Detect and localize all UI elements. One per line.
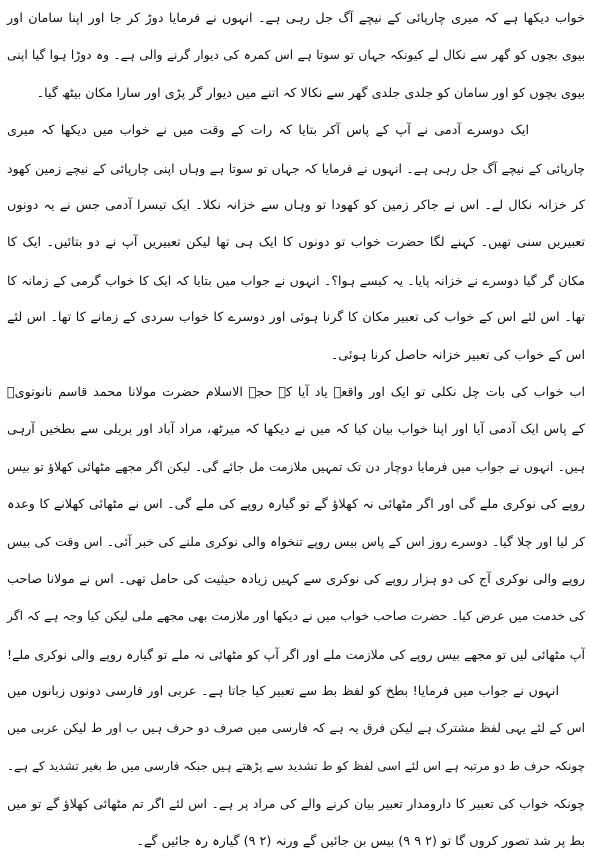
text-line-22-content: چونکہ خواب کی تعبیر کا دارومدار تعبیر بیان کرنے والے کی مراد پر ہے۔ اس لئے اگر تم مٹھائی کھلاؤ گے تو میں xyxy=(7,796,585,812)
text-line-7 xyxy=(6,224,585,261)
text-line-6 xyxy=(6,187,585,224)
text-line-18-content: آپ مٹھائی لیں تو مجھے بیس روپے کی ملازمت ملے اور اگر آپ کو مٹھائی نہ ملے تو گیارہ روپے والی نوکری ملے! xyxy=(7,646,585,662)
text-line-3-content: بیوی بچوں کو اور سامان کو جلدی جلدی گھر سے نکالا کہ اتنے میں دیوار گر پڑی اور سارا مکان بیٹھ گیا۔ xyxy=(36,85,585,101)
text-line-2-content: بیوی بچوں کو گھر سے نکال لے کیونکہ جہاں تو سوتا ہے اس کمرہ کی دیوار گرنے والی ہے۔ وہ دوڑا ہوا گیا اپنی xyxy=(7,48,585,63)
text-line-11 xyxy=(6,374,585,411)
text-line-5-content: چارپائی کے نیچے آگ جل رہی ہے۔ انہوں نے فرمایا کہ جہاں تو سوتا ہے وہاں اپنی چارپائی کے نیچے زمین کھود xyxy=(7,160,585,176)
text-line-16-content: روپے والی نوکری آج کی دو ہزار روپے کی نوکری سے کہیں زیادہ حیثیت کی حامل تھی۔ اس نے مولانا صاحب xyxy=(7,571,585,587)
text-line-13 xyxy=(6,449,585,486)
text-line-22 xyxy=(6,785,585,822)
text-line-21 xyxy=(6,748,585,785)
text-line-21-content: چونکہ حرف ط دو مرتبہ ہے اس لئے اسی لفظ کو ط تشدید سے پڑھتے ہیں جبکہ فارسی میں ط بغیر تشدید کے ہے۔ xyxy=(7,758,585,773)
paragraph-1 xyxy=(6,0,585,112)
text-line-10 xyxy=(6,337,585,374)
text-line-11-content: اب خواب کی بات چل نکلی تو ایک اور واقعہ یاد آیا کہ حجۃ الاسلام حضرت مولانا محمد قاسم نانوتویؒ xyxy=(7,384,585,400)
text-line-18 xyxy=(6,636,585,673)
text-line-23 xyxy=(6,823,585,860)
text-line-10-content: اس کے خواب کی تعبیر خزانہ حاصل کرنا ہوئی۔ xyxy=(330,347,585,363)
paragraph-2 xyxy=(6,112,585,374)
text-line-9 xyxy=(6,299,585,336)
text-line-2 xyxy=(6,37,585,74)
text-line-16 xyxy=(6,561,585,598)
text-line-20-content: اس کے لئے یہی لفظ مشترک ہے لیکن فرق یہ ہے کہ فارسی میں صرف دو حرف ہیں ب اور ط لیکن عربی میں xyxy=(7,721,585,736)
text-line-8-content: مکان گر گیا دوسرے نے خزانہ پایا۔ یہ کیسے ہوا؟۔ انہوں نے جواب میں بتایا کہ ایک کا خواب گرمی کے زمانہ کا xyxy=(7,272,585,288)
text-line-23-content: بط پر شد تصور کروں گا تو (۲ ۹ ۹) بیس بن جائیں گے ورنہ (۲ ۹) گیارہ رہ جائیں گے۔ xyxy=(136,833,585,849)
text-line-7-content: تعبیریں سنی تھیں۔ کہنے لگا حضرت خواب تو دونوں کا ایک ہی تھا لیکن تعبیریں آپ نے دو بتائیں۔ ایک کا xyxy=(7,235,585,251)
text-line-13-content: ہیں۔ انہوں نے جواب میں فرمایا دوچار دن تک تمہیں ملازمت مل جائے گی۔ لیکن اگر مجھے مٹھائی کھلاؤ تو بیس xyxy=(7,459,585,474)
text-line-9-content: تھا۔ اس لئے اس کے خواب کی تعبیر مکان کا گرنا ہوئی اور دوسرے کا خواب سردی کے زمانے کا تھا۔ اس لئے xyxy=(7,310,585,326)
text-line-4 xyxy=(6,112,529,149)
paragraph-3 xyxy=(6,374,585,673)
text-line-4-content: ایک دوسرے آدمی نے آپ کے پاس آکر بتایا کہ رات کے وقت میں نے خواب میں دیکھا کہ میری xyxy=(7,123,529,139)
paragraph-4 xyxy=(6,673,585,860)
text-line-19 xyxy=(6,673,559,710)
text-line-8 xyxy=(6,262,585,299)
text-line-15-content: کر لیا اور چلا گیا۔ دوسرے روز اس کے پاس بیس روپے تنخواہ والی نوکری ملنے کی خبر آئی۔ اس وقت کی بیس xyxy=(7,534,585,550)
text-line-6-content: کر خزانہ نکال لے۔ اس نے جاکر زمین کو کھودا تو وہاں سے خزانہ نکلا۔ ایک تیسرا آدمی جس نے یہ دونوں xyxy=(7,197,585,213)
text-line-17 xyxy=(6,598,585,635)
text-line-19-content: انہوں نے جواب میں فرمایا! بطخ کو لفظ بط سے تعبیر کیا جاتا ہے۔ عربی اور فارسی دونوں زبانوں میں xyxy=(7,684,559,700)
text-line-1 xyxy=(6,0,585,37)
text-line-3 xyxy=(6,75,585,112)
text-line-12-content: کے پاس ایک آدمی آیا اور اپنا خواب بیان کیا کہ میں نے دیکھا کہ میرٹھ، مراد آباد اور بریلی سے بطخیں آرہی xyxy=(7,422,585,438)
text-line-15 xyxy=(6,523,585,560)
text-line-1-content: خواب دیکھا ہے کہ میری چارپائی کے نیچے آگ جل رہی ہے۔ انہوں نے فرمایا دوڑ کر جا اور اپنا سامان اور xyxy=(7,11,585,26)
text-line-17-content: کی خدمت میں عرض کیا۔ حضرت صاحب خواب میں نے دیکھا اور ملازمت بھی مجھے ملی لیکن کیا وجہ ہے کہ اگر xyxy=(7,609,585,624)
text-line-14-content: روپے کی نوکری ملے گی اور اگر مٹھائی نہ کھلاؤ گے تو گیارہ روپے کی ملے گی۔ اس نے مٹھائی کھلانے کا وعدہ xyxy=(7,497,585,513)
text-line-20 xyxy=(6,710,585,747)
text-line-14 xyxy=(6,486,585,523)
text-line-5 xyxy=(6,150,585,187)
text-line-12 xyxy=(6,411,585,448)
